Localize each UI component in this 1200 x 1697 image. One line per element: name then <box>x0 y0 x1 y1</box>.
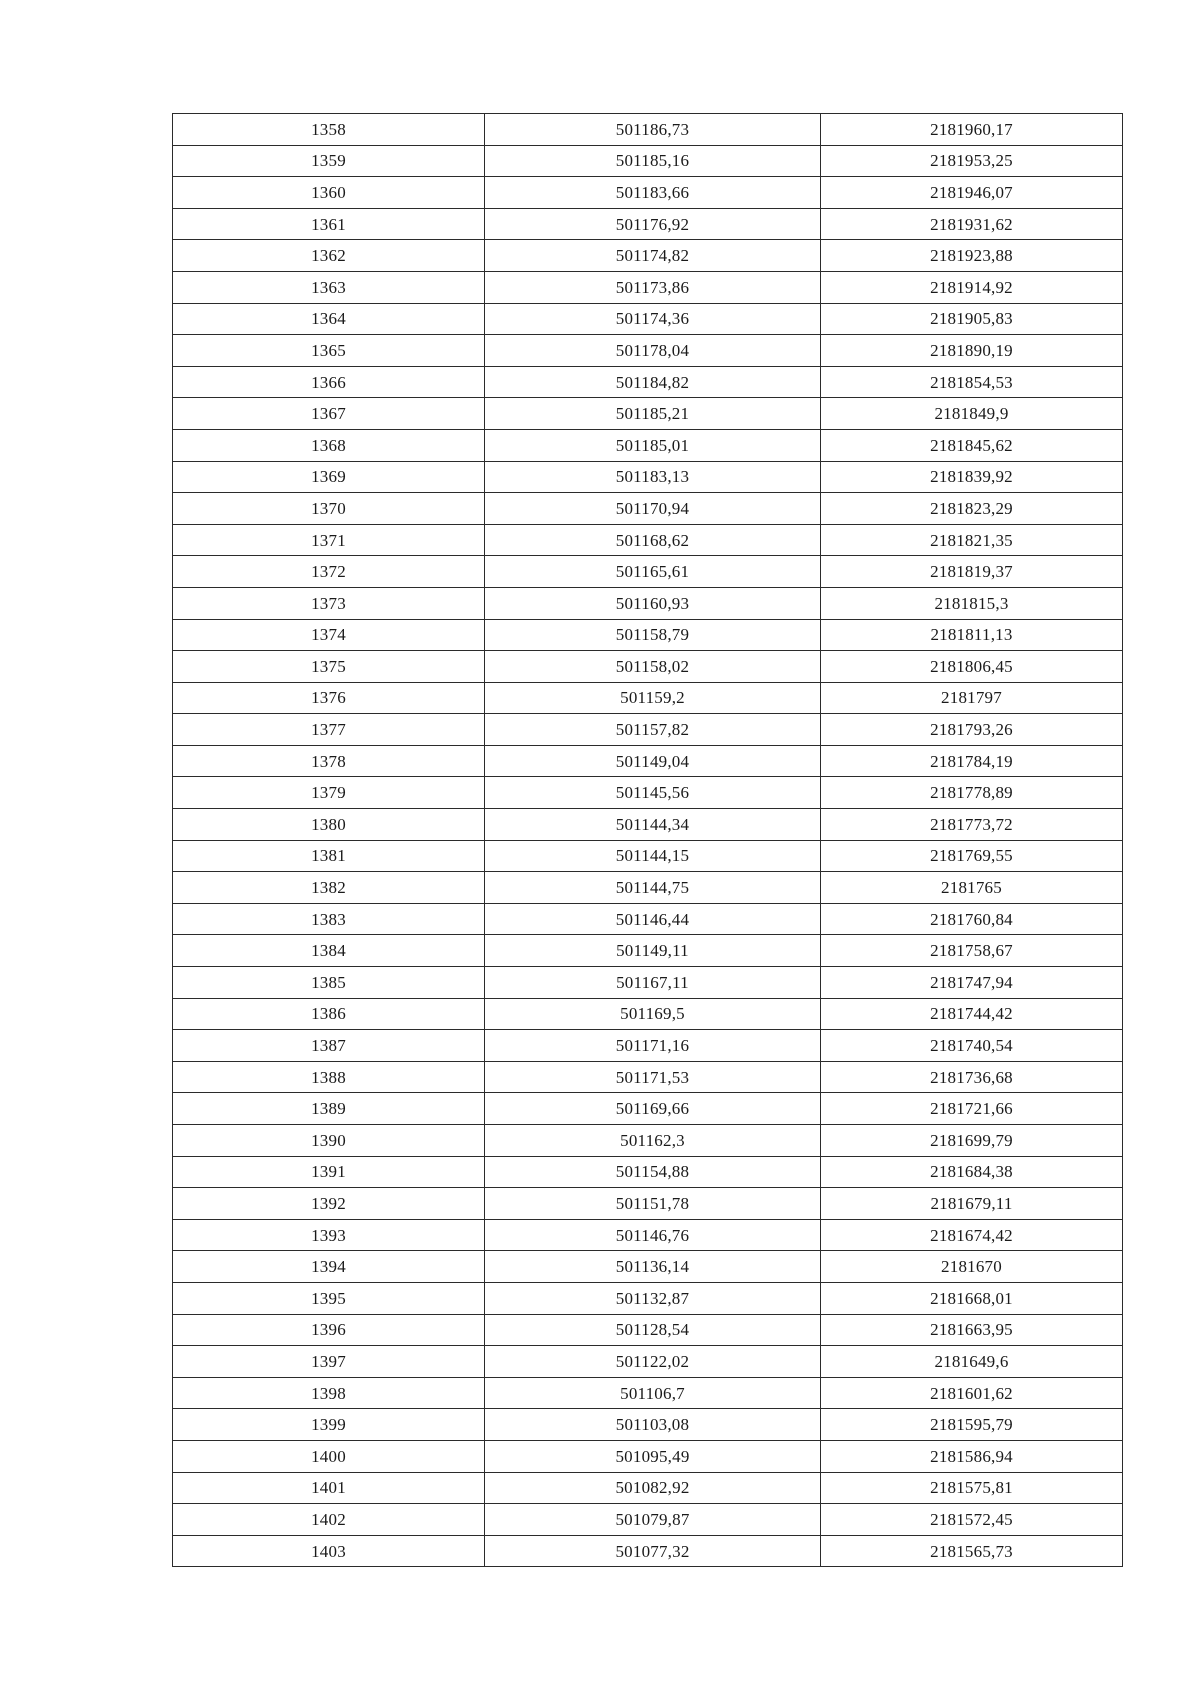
y-coordinate-cell: 2181747,94 <box>821 967 1123 999</box>
x-coordinate-cell: 501145,56 <box>485 777 821 809</box>
point-number-cell: 1398 <box>173 1377 485 1409</box>
x-coordinate-cell: 501170,94 <box>485 493 821 525</box>
point-number-cell: 1382 <box>173 872 485 904</box>
y-coordinate-cell: 2181699,79 <box>821 1125 1123 1157</box>
x-coordinate-cell: 501171,16 <box>485 1030 821 1062</box>
table-row <box>173 651 1123 683</box>
x-coordinate-cell: 501176,92 <box>485 208 821 240</box>
x-coordinate-cell: 501185,01 <box>485 429 821 461</box>
y-coordinate-cell: 2181760,84 <box>821 903 1123 935</box>
y-coordinate-cell: 2181793,26 <box>821 714 1123 746</box>
y-coordinate-cell: 2181721,66 <box>821 1093 1123 1125</box>
y-coordinate-cell: 2181905,83 <box>821 303 1123 335</box>
x-coordinate-cell: 501174,82 <box>485 240 821 272</box>
point-number-cell: 1400 <box>173 1440 485 1472</box>
table-row <box>173 1346 1123 1378</box>
y-coordinate-cell: 2181674,42 <box>821 1219 1123 1251</box>
point-number-cell: 1389 <box>173 1093 485 1125</box>
x-coordinate-cell: 501169,5 <box>485 998 821 1030</box>
table-row <box>173 935 1123 967</box>
x-coordinate-cell: 501173,86 <box>485 271 821 303</box>
table-row <box>173 145 1123 177</box>
y-coordinate-cell: 2181586,94 <box>821 1440 1123 1472</box>
table-row <box>173 271 1123 303</box>
point-number-cell: 1393 <box>173 1219 485 1251</box>
point-number-cell: 1381 <box>173 840 485 872</box>
point-number-cell: 1384 <box>173 935 485 967</box>
y-coordinate-cell: 2181575,81 <box>821 1472 1123 1504</box>
y-coordinate-cell: 2181914,92 <box>821 271 1123 303</box>
table-row <box>173 114 1123 146</box>
x-coordinate-cell: 501157,82 <box>485 714 821 746</box>
table-row <box>173 1282 1123 1314</box>
x-coordinate-cell: 501160,93 <box>485 587 821 619</box>
point-number-cell: 1390 <box>173 1125 485 1157</box>
point-number-cell: 1391 <box>173 1156 485 1188</box>
point-number-cell: 1368 <box>173 429 485 461</box>
x-coordinate-cell: 501144,34 <box>485 809 821 841</box>
y-coordinate-cell: 2181821,35 <box>821 524 1123 556</box>
y-coordinate-cell: 2181811,13 <box>821 619 1123 651</box>
x-coordinate-cell: 501122,02 <box>485 1346 821 1378</box>
y-coordinate-cell: 2181778,89 <box>821 777 1123 809</box>
table-row <box>173 1061 1123 1093</box>
x-coordinate-cell: 501171,53 <box>485 1061 821 1093</box>
table-row <box>173 777 1123 809</box>
x-coordinate-cell: 501183,66 <box>485 177 821 209</box>
table-row <box>173 1314 1123 1346</box>
x-coordinate-cell: 501186,73 <box>485 114 821 146</box>
point-number-cell: 1369 <box>173 461 485 493</box>
coordinates-table <box>172 113 1123 1567</box>
x-coordinate-cell: 501095,49 <box>485 1440 821 1472</box>
y-coordinate-cell: 2181736,68 <box>821 1061 1123 1093</box>
y-coordinate-cell: 2181668,01 <box>821 1282 1123 1314</box>
x-coordinate-cell: 501178,04 <box>485 335 821 367</box>
table-row <box>173 556 1123 588</box>
table-row <box>173 335 1123 367</box>
y-coordinate-cell: 2181740,54 <box>821 1030 1123 1062</box>
x-coordinate-cell: 501184,82 <box>485 366 821 398</box>
table-row <box>173 1156 1123 1188</box>
table-row <box>173 998 1123 1030</box>
y-coordinate-cell: 2181797 <box>821 682 1123 714</box>
table-row <box>173 1472 1123 1504</box>
point-number-cell: 1362 <box>173 240 485 272</box>
x-coordinate-cell: 501158,02 <box>485 651 821 683</box>
x-coordinate-cell: 501154,88 <box>485 1156 821 1188</box>
x-coordinate-cell: 501174,36 <box>485 303 821 335</box>
point-number-cell: 1367 <box>173 398 485 430</box>
table-row <box>173 809 1123 841</box>
table-row <box>173 967 1123 999</box>
point-number-cell: 1372 <box>173 556 485 588</box>
y-coordinate-cell: 2181649,6 <box>821 1346 1123 1378</box>
y-coordinate-cell: 2181953,25 <box>821 145 1123 177</box>
table-row <box>173 240 1123 272</box>
x-coordinate-cell: 501082,92 <box>485 1472 821 1504</box>
point-number-cell: 1388 <box>173 1061 485 1093</box>
table-row <box>173 398 1123 430</box>
table-row <box>173 1219 1123 1251</box>
table-row <box>173 1535 1123 1567</box>
table-row <box>173 524 1123 556</box>
point-number-cell: 1360 <box>173 177 485 209</box>
x-coordinate-cell: 501144,15 <box>485 840 821 872</box>
x-coordinate-cell: 501159,2 <box>485 682 821 714</box>
coordinates-table-body <box>173 114 1123 1567</box>
table-row <box>173 429 1123 461</box>
x-coordinate-cell: 501169,66 <box>485 1093 821 1125</box>
point-number-cell: 1403 <box>173 1535 485 1567</box>
point-number-cell: 1386 <box>173 998 485 1030</box>
y-coordinate-cell: 2181679,11 <box>821 1188 1123 1220</box>
point-number-cell: 1395 <box>173 1282 485 1314</box>
point-number-cell: 1363 <box>173 271 485 303</box>
point-number-cell: 1365 <box>173 335 485 367</box>
point-number-cell: 1358 <box>173 114 485 146</box>
table-row <box>173 1504 1123 1536</box>
y-coordinate-cell: 2181823,29 <box>821 493 1123 525</box>
table-row <box>173 208 1123 240</box>
table-row <box>173 1440 1123 1472</box>
point-number-cell: 1370 <box>173 493 485 525</box>
y-coordinate-cell: 2181769,55 <box>821 840 1123 872</box>
y-coordinate-cell: 2181663,95 <box>821 1314 1123 1346</box>
point-number-cell: 1392 <box>173 1188 485 1220</box>
table-row <box>173 493 1123 525</box>
point-number-cell: 1361 <box>173 208 485 240</box>
y-coordinate-cell: 2181923,88 <box>821 240 1123 272</box>
x-coordinate-cell: 501106,7 <box>485 1377 821 1409</box>
point-number-cell: 1359 <box>173 145 485 177</box>
x-coordinate-cell: 501128,54 <box>485 1314 821 1346</box>
point-number-cell: 1379 <box>173 777 485 809</box>
table-row <box>173 714 1123 746</box>
table-row <box>173 1030 1123 1062</box>
x-coordinate-cell: 501162,3 <box>485 1125 821 1157</box>
point-number-cell: 1383 <box>173 903 485 935</box>
y-coordinate-cell: 2181960,17 <box>821 114 1123 146</box>
x-coordinate-cell: 501185,21 <box>485 398 821 430</box>
point-number-cell: 1397 <box>173 1346 485 1378</box>
x-coordinate-cell: 501151,78 <box>485 1188 821 1220</box>
table-row <box>173 1125 1123 1157</box>
y-coordinate-cell: 2181773,72 <box>821 809 1123 841</box>
table-row <box>173 1377 1123 1409</box>
table-row <box>173 587 1123 619</box>
y-coordinate-cell: 2181839,92 <box>821 461 1123 493</box>
y-coordinate-cell: 2181815,3 <box>821 587 1123 619</box>
table-row <box>173 303 1123 335</box>
y-coordinate-cell: 2181806,45 <box>821 651 1123 683</box>
x-coordinate-cell: 501146,44 <box>485 903 821 935</box>
table-row <box>173 177 1123 209</box>
x-coordinate-cell: 501185,16 <box>485 145 821 177</box>
x-coordinate-cell: 501132,87 <box>485 1282 821 1314</box>
table-row <box>173 1409 1123 1441</box>
y-coordinate-cell: 2181744,42 <box>821 998 1123 1030</box>
table-row <box>173 366 1123 398</box>
y-coordinate-cell: 2181890,19 <box>821 335 1123 367</box>
point-number-cell: 1376 <box>173 682 485 714</box>
point-number-cell: 1366 <box>173 366 485 398</box>
point-number-cell: 1399 <box>173 1409 485 1441</box>
point-number-cell: 1375 <box>173 651 485 683</box>
table-row <box>173 840 1123 872</box>
point-number-cell: 1378 <box>173 745 485 777</box>
point-number-cell: 1364 <box>173 303 485 335</box>
y-coordinate-cell: 2181931,62 <box>821 208 1123 240</box>
table-row <box>173 1093 1123 1125</box>
table-row <box>173 1188 1123 1220</box>
point-number-cell: 1396 <box>173 1314 485 1346</box>
y-coordinate-cell: 2181765 <box>821 872 1123 904</box>
y-coordinate-cell: 2181819,37 <box>821 556 1123 588</box>
x-coordinate-cell: 501158,79 <box>485 619 821 651</box>
table-row <box>173 1251 1123 1283</box>
point-number-cell: 1377 <box>173 714 485 746</box>
y-coordinate-cell: 2181670 <box>821 1251 1123 1283</box>
x-coordinate-cell: 501167,11 <box>485 967 821 999</box>
y-coordinate-cell: 2181565,73 <box>821 1535 1123 1567</box>
x-coordinate-cell: 501144,75 <box>485 872 821 904</box>
x-coordinate-cell: 501077,32 <box>485 1535 821 1567</box>
x-coordinate-cell: 501146,76 <box>485 1219 821 1251</box>
x-coordinate-cell: 501168,62 <box>485 524 821 556</box>
x-coordinate-cell: 501079,87 <box>485 1504 821 1536</box>
y-coordinate-cell: 2181946,07 <box>821 177 1123 209</box>
y-coordinate-cell: 2181784,19 <box>821 745 1123 777</box>
table-row <box>173 745 1123 777</box>
table-row <box>173 872 1123 904</box>
table-row <box>173 903 1123 935</box>
table-row <box>173 461 1123 493</box>
x-coordinate-cell: 501183,13 <box>485 461 821 493</box>
table-row <box>173 619 1123 651</box>
point-number-cell: 1373 <box>173 587 485 619</box>
point-number-cell: 1371 <box>173 524 485 556</box>
point-number-cell: 1394 <box>173 1251 485 1283</box>
point-number-cell: 1387 <box>173 1030 485 1062</box>
x-coordinate-cell: 501165,61 <box>485 556 821 588</box>
x-coordinate-cell: 501149,11 <box>485 935 821 967</box>
x-coordinate-cell: 501149,04 <box>485 745 821 777</box>
y-coordinate-cell: 2181601,62 <box>821 1377 1123 1409</box>
table-row <box>173 682 1123 714</box>
point-number-cell: 1402 <box>173 1504 485 1536</box>
y-coordinate-cell: 2181595,79 <box>821 1409 1123 1441</box>
y-coordinate-cell: 2181845,62 <box>821 429 1123 461</box>
y-coordinate-cell: 2181849,9 <box>821 398 1123 430</box>
y-coordinate-cell: 2181684,38 <box>821 1156 1123 1188</box>
y-coordinate-cell: 2181854,53 <box>821 366 1123 398</box>
point-number-cell: 1380 <box>173 809 485 841</box>
point-number-cell: 1385 <box>173 967 485 999</box>
y-coordinate-cell: 2181758,67 <box>821 935 1123 967</box>
point-number-cell: 1401 <box>173 1472 485 1504</box>
point-number-cell: 1374 <box>173 619 485 651</box>
x-coordinate-cell: 501103,08 <box>485 1409 821 1441</box>
x-coordinate-cell: 501136,14 <box>485 1251 821 1283</box>
y-coordinate-cell: 2181572,45 <box>821 1504 1123 1536</box>
